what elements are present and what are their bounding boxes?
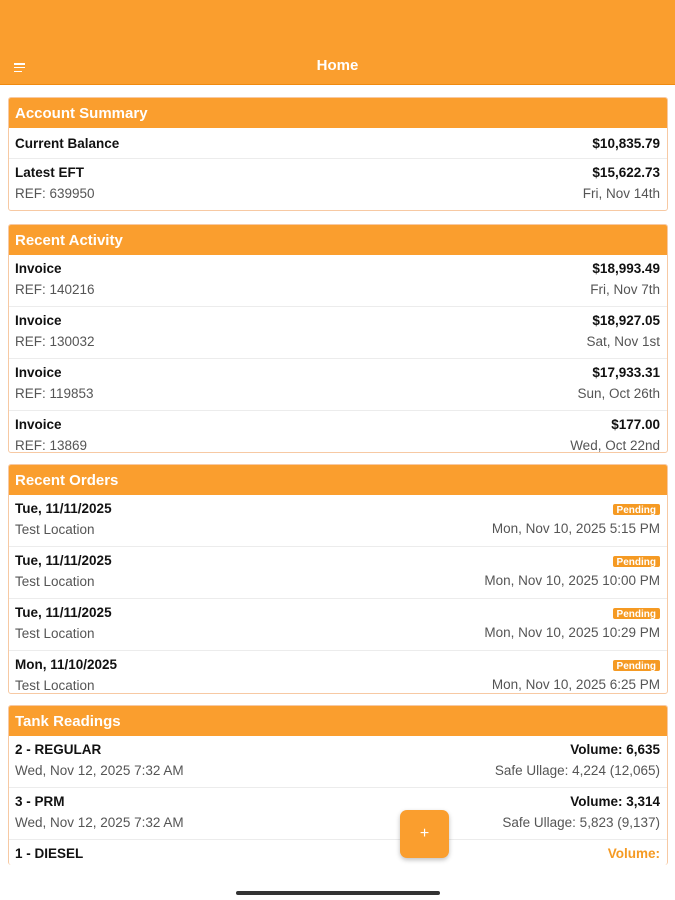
current-balance-row[interactable]	[9, 128, 667, 159]
add-button[interactable]: +	[400, 810, 449, 858]
card-title: Tank Readings	[9, 706, 667, 736]
secondary: REF: 13869	[15, 438, 88, 453]
card-title: Account Summary	[9, 98, 667, 128]
order-row[interactable]	[9, 495, 667, 547]
tank-row[interactable]	[9, 840, 667, 865]
primary: Invoice	[15, 417, 62, 432]
status-badge: Pending	[613, 608, 660, 619]
amount: Volume:	[607, 846, 660, 861]
primary: Invoice	[15, 313, 62, 328]
activity-row[interactable]	[9, 359, 667, 411]
recent-activity-card	[8, 224, 668, 453]
amount: $18,927.05	[592, 313, 660, 328]
secondary: Test Location	[15, 678, 95, 693]
activity-row[interactable]	[9, 307, 667, 359]
amount: $177.00	[611, 417, 660, 432]
primary: Tue, 11/11/2025	[15, 501, 112, 516]
detail: Mon, Nov 10, 2025 10:00 PM	[484, 573, 660, 588]
status-badge: Pending	[613, 556, 660, 567]
primary: Tue, 11/11/2025	[15, 553, 112, 568]
secondary: REF: 119853	[15, 386, 94, 401]
detail: Safe Ullage: 4,224 (12,065)	[494, 763, 660, 778]
amount: Volume: 3,314	[570, 794, 660, 809]
card-title: Recent Orders	[9, 465, 667, 495]
recent-orders-card	[8, 464, 668, 694]
order-row[interactable]	[9, 599, 667, 651]
activity-row[interactable]	[9, 411, 667, 453]
primary: Invoice	[15, 365, 62, 380]
amount: $15,622.73	[592, 165, 660, 180]
secondary: Test Location	[15, 574, 95, 589]
secondary: Test Location	[15, 626, 95, 641]
detail: Safe Ullage: 5,823 (9,137)	[502, 815, 660, 830]
detail: Mon, Nov 10, 2025 5:15 PM	[491, 521, 660, 536]
amount: $18,993.49	[592, 261, 660, 276]
value: $10,835.79	[592, 136, 660, 151]
primary: 2 - REGULAR	[15, 742, 102, 757]
date: Fri, Nov 14th	[582, 186, 660, 201]
detail: Mon, Nov 10, 2025 6:25 PM	[491, 677, 660, 692]
ref: REF: 639950	[15, 186, 95, 201]
detail: Sun, Oct 26th	[577, 386, 660, 401]
label: Current Balance	[15, 136, 120, 151]
account-summary-card	[8, 97, 668, 211]
detail: Mon, Nov 10, 2025 10:29 PM	[484, 625, 660, 640]
primary: 1 - DIESEL	[15, 846, 84, 861]
tank-readings-card	[8, 705, 668, 865]
secondary: Wed, Nov 12, 2025 7:32 AM	[15, 815, 184, 830]
primary: 3 - PRM	[15, 794, 65, 809]
primary: Invoice	[15, 261, 62, 276]
secondary: Test Location	[15, 522, 95, 537]
secondary: Wed, Nov 12, 2025 7:32 AM	[15, 763, 184, 778]
detail: Fri, Nov 7th	[590, 282, 660, 297]
order-row[interactable]	[9, 651, 667, 694]
detail: Wed, Oct 22nd	[570, 438, 660, 453]
tank-row[interactable]	[9, 788, 667, 840]
secondary: REF: 130032	[15, 334, 95, 349]
activity-row[interactable]	[9, 255, 667, 307]
tank-row[interactable]	[9, 736, 667, 788]
secondary: REF: 140216	[15, 282, 95, 297]
primary: Mon, 11/10/2025	[15, 657, 118, 672]
page-title: Home	[316, 57, 359, 74]
amount: Volume: 6,635	[570, 742, 660, 757]
primary: Tue, 11/11/2025	[15, 605, 112, 620]
detail: Sat, Nov 1st	[586, 334, 660, 349]
amount: $17,933.31	[592, 365, 660, 380]
order-row[interactable]	[9, 547, 667, 599]
home-indicator	[236, 891, 440, 895]
card-title: Recent Activity	[9, 225, 667, 255]
label: Latest EFT	[15, 165, 85, 180]
latest-eft-row[interactable]	[9, 159, 667, 211]
nav-bar	[0, 0, 675, 85]
status-badge: Pending	[613, 504, 660, 515]
status-badge: Pending	[613, 660, 660, 671]
